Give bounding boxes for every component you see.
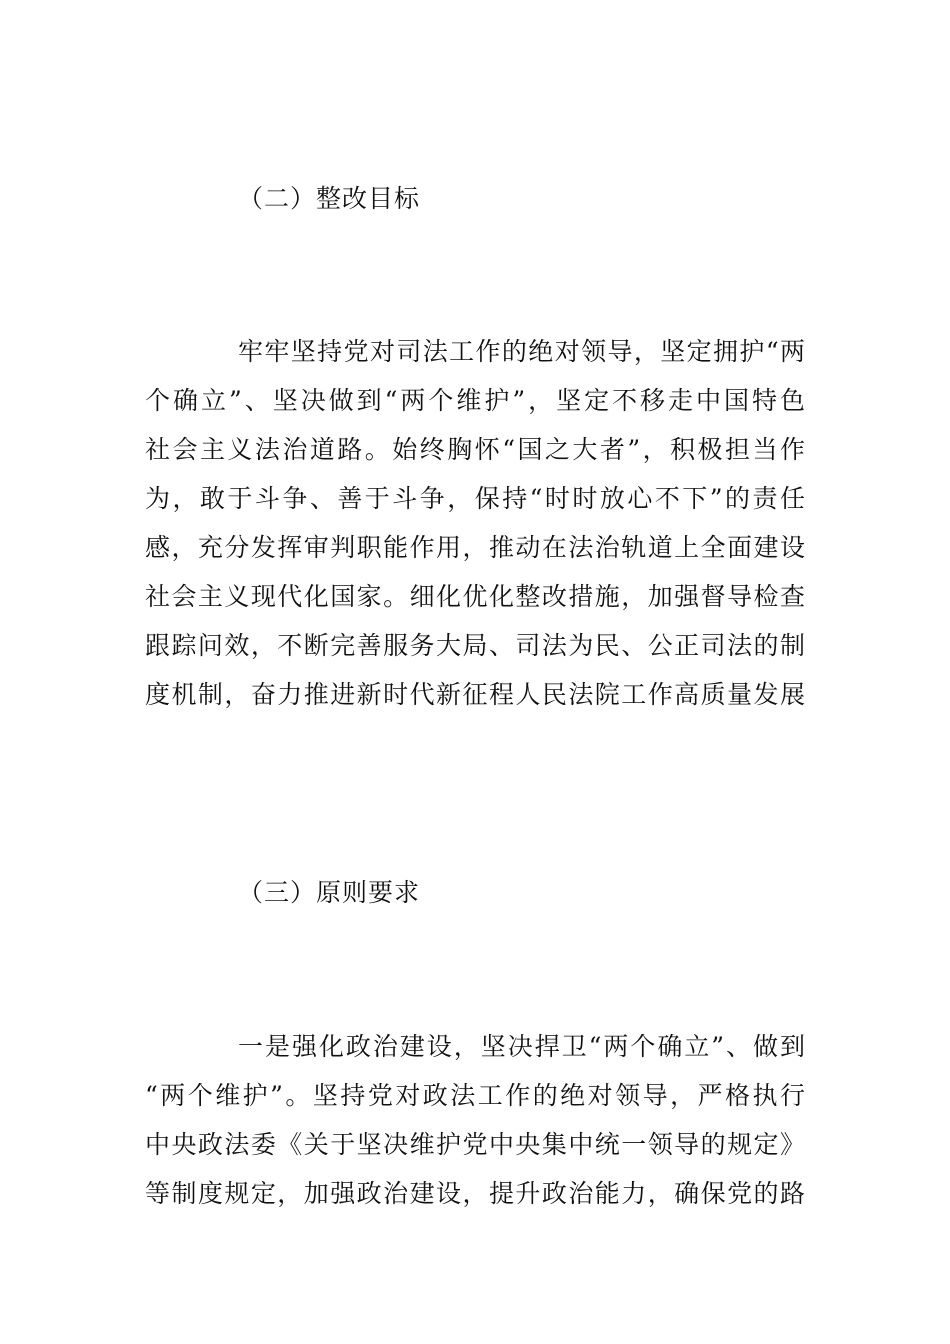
section-heading-principles: （三）原则要求: [238, 878, 421, 907]
paragraph-line: 度机制，奋力推进新时代新征程人民法院工作高质量发展: [145, 680, 805, 709]
paragraph-line: 跟踪问效，不断完善服务大局、司法为民、公正司法的制: [145, 631, 805, 660]
section-heading-goals: （二）整改目标: [238, 184, 421, 213]
paragraph-line: 个确立”、坚决做到“两个维护”，坚定不移走中国特色: [145, 386, 805, 415]
paragraph-line: 社会主义现代化国家。细化优化整改措施，加强督导检查: [145, 582, 805, 611]
paragraph-line: 牢牢坚持党对司法工作的绝对领导，坚定拥护“两: [238, 337, 805, 366]
paragraph-line: 中央政法委《关于坚决维护党中央集中统一领导的规定》: [145, 1130, 805, 1159]
paragraph-line: 感，充分发挥审判职能作用，推动在法治轨道上全面建设: [145, 533, 805, 562]
paragraph-line: 为，敢于斗争、善于斗争，保持“时时放心不下”的责任: [145, 484, 805, 513]
paragraph-line: 社会主义法治道路。始终胸怀“国之大者”，积极担当作: [145, 435, 805, 464]
paragraph-line: “两个维护”。坚持党对政法工作的绝对领导，严格执行: [145, 1081, 805, 1110]
paragraph-line: 一是强化政治建设，坚决捍卫“两个确立”、做到: [238, 1032, 805, 1061]
paragraph-line: 等制度规定，加强政治建设，提升政治能力，确保党的路: [145, 1179, 805, 1208]
